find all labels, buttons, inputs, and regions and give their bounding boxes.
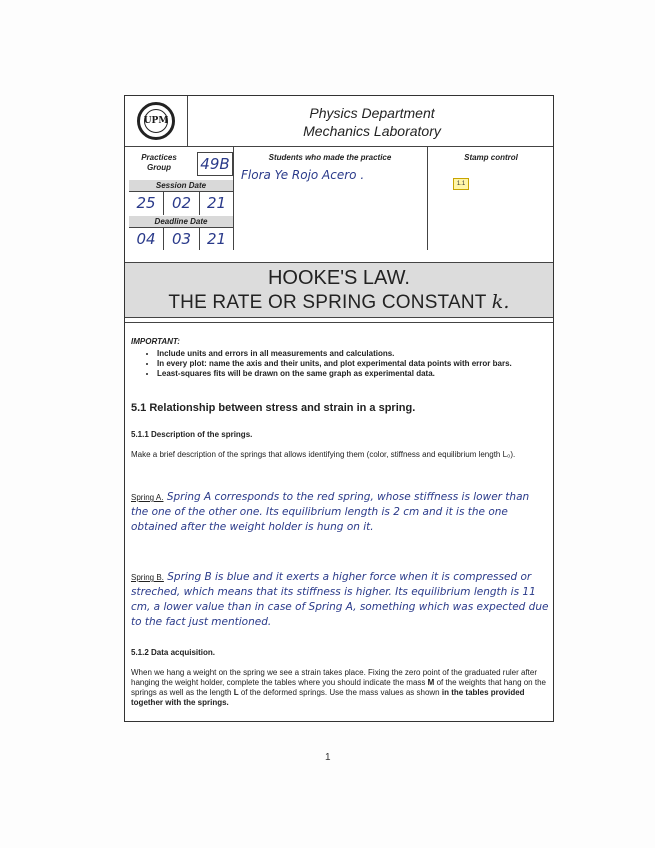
important-heading: IMPORTANT: xyxy=(131,337,180,346)
deadline-date-label: Deadline Date xyxy=(129,216,233,227)
seal-label: UPM xyxy=(144,109,168,133)
data-acq-part-1: When we hang a weight on the spring we see a strain takes place. Fixing the zero point of the graduated ruler after hanging the weight holder, complete the tables where you should indicate the mass xyxy=(131,668,538,687)
deadline-year: 21 xyxy=(206,230,227,248)
springs-instruction: Make a brief description of the springs that allows identifying them (color, stiffness and equilibrium length L₀). xyxy=(131,450,516,459)
important-item: • In every plot: name the axis and their units, and plot experimental data points with error bars. xyxy=(157,359,547,369)
deadline-day: 04 xyxy=(136,230,156,248)
spring-b-text: Spring B is blue and it exerts a higher force when it is compressed or streched, which means that its stiffness is higher. Its equilibrium length is 11 cm, a lower value than in case of Spring A, something which was expected due to the fact just mentioned. xyxy=(131,571,549,628)
spring-a-label: Spring A. xyxy=(131,493,164,502)
title-line-1: HOOKE'S LAW. xyxy=(267,267,410,289)
session-year: 21 xyxy=(206,194,227,212)
subsection-heading-5-1-2: 5.1.2 Data acquisition. xyxy=(131,648,216,657)
practices-group-label: Practices Group xyxy=(141,153,177,172)
title-line-2 xyxy=(125,291,553,314)
students-value: Flora Ye Rojo Acero . xyxy=(241,168,365,182)
data-acquisition-text xyxy=(131,668,547,708)
important-item: • Least-squares fits will be drawn on the same graph as experimental data. xyxy=(157,369,547,379)
subsection-heading-5-1-1: 5.1.1 Description of the springs. xyxy=(131,430,253,439)
important-list xyxy=(145,349,547,379)
students-label: Students who made the practice xyxy=(268,153,392,162)
title-line-2-text: THE RATE OR SPRING CONSTANT xyxy=(168,292,487,313)
department-title: Physics Department xyxy=(309,105,435,121)
stamp-control-label: Stamp control xyxy=(464,153,518,162)
data-acq-part-2: of the weights that hang on the springs as well as the length xyxy=(131,678,546,697)
spring-a-text: Spring A corresponds to the red spring, whose stiffness is lower than the one of the other one. Its equilibrium length is 2 cm and it is the one obtained after the weight holder is hung on it. xyxy=(131,491,530,533)
spring-a-answer xyxy=(131,490,549,535)
stamp-note-icon[interactable] xyxy=(453,178,469,190)
page-number: 1 xyxy=(325,752,331,763)
spring-b-label: Spring B. xyxy=(131,573,164,582)
length-symbol: L xyxy=(233,688,239,697)
important-item: • Include units and errors in all measurements and calculations. xyxy=(157,349,547,359)
spring-b-answer xyxy=(131,570,549,630)
mass-symbol: M xyxy=(427,678,435,687)
spring-constant-symbol: k. xyxy=(491,291,510,313)
deadline-month: 03 xyxy=(171,230,192,248)
section-heading-5-1: 5.1 Relationship between stress and strain in a spring. xyxy=(131,402,416,414)
data-acq-part-3: of the deformed springs. Use the mass values as shown xyxy=(240,688,440,697)
university-seal-icon xyxy=(137,102,175,140)
session-month: 02 xyxy=(171,194,192,212)
session-day: 25 xyxy=(136,194,156,212)
title-band xyxy=(125,262,553,318)
stamp-note-label: 1.1 xyxy=(456,181,466,187)
session-date-label: Session Date xyxy=(129,180,233,191)
lab-title: Mechanics Laboratory xyxy=(303,123,441,139)
lab-sheet xyxy=(124,95,554,722)
data-acq-bold: in the tables provided together with the springs. xyxy=(131,688,525,707)
practices-group-value: 49B xyxy=(200,155,230,173)
department-header xyxy=(191,104,553,140)
